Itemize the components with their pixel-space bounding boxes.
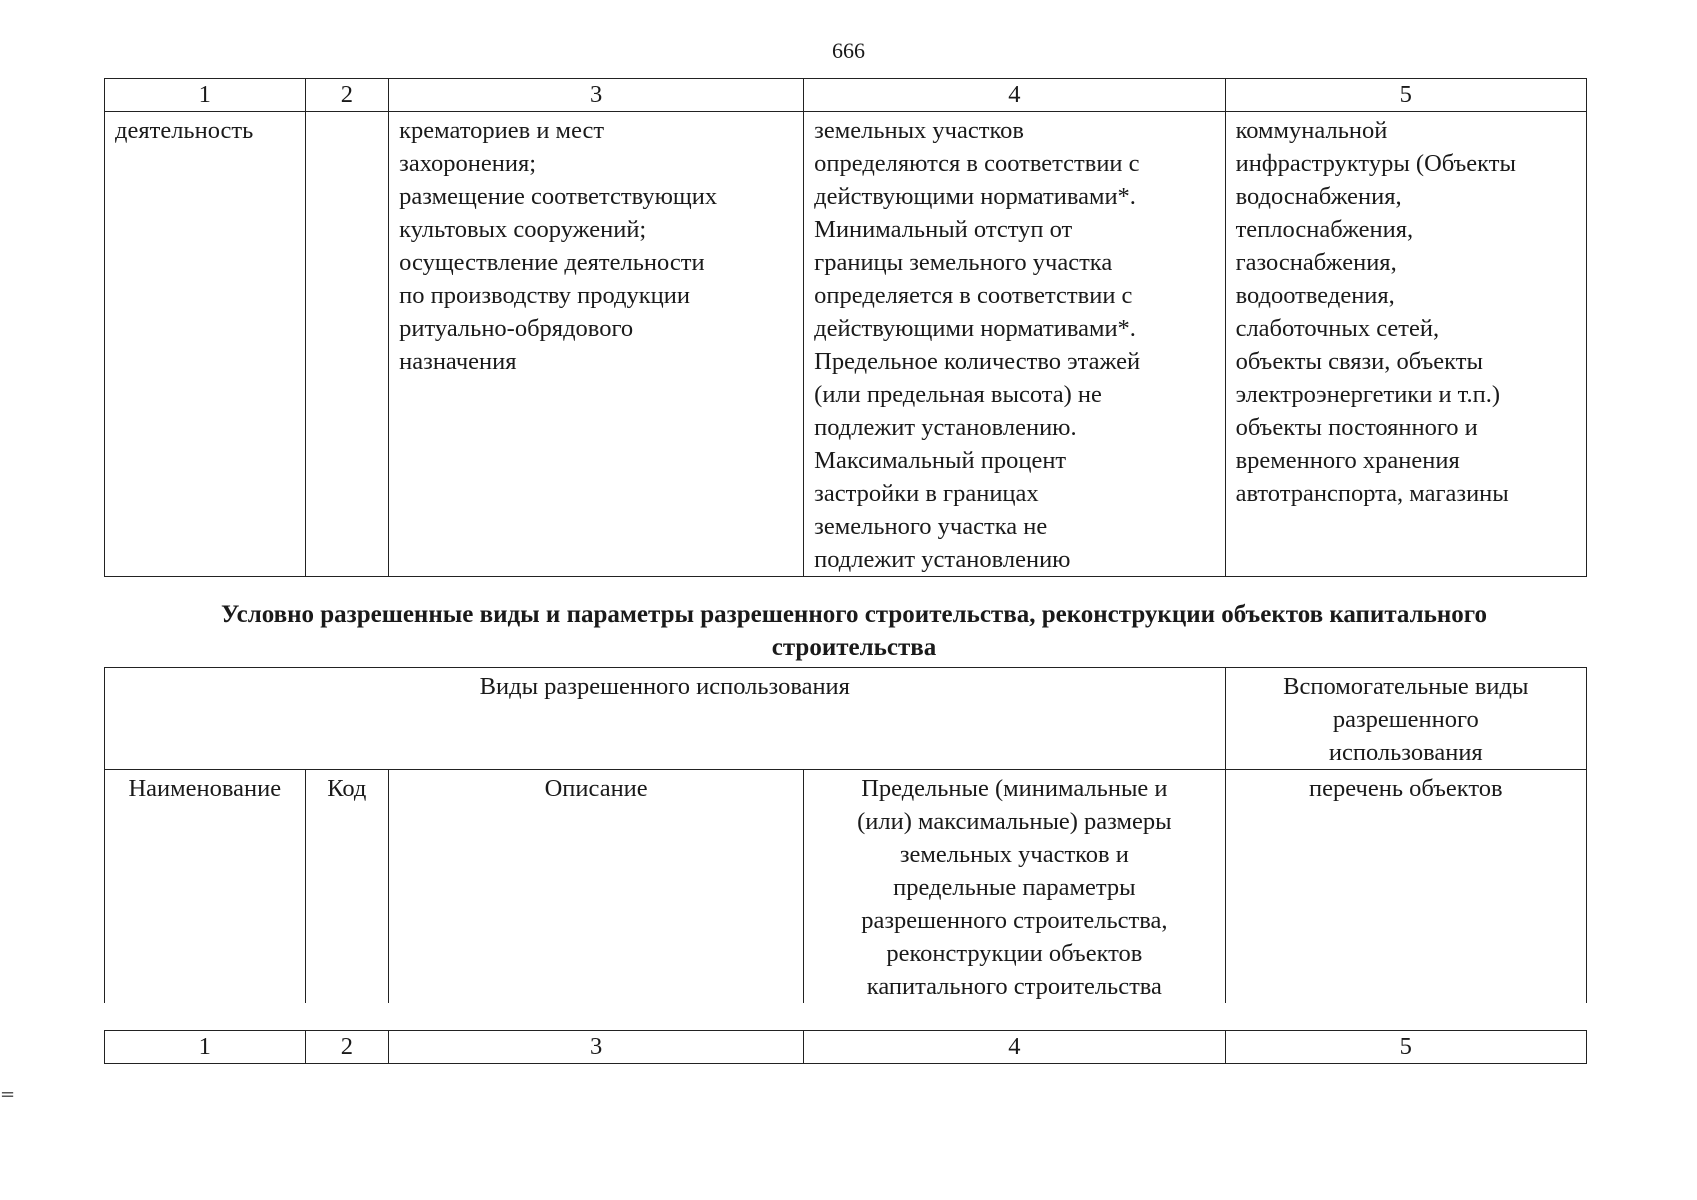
column-header-row [105, 770, 1587, 1004]
column-number-5: 5 [1225, 1031, 1586, 1064]
header-description: Описание [389, 770, 804, 1004]
column-number-1: 1 [105, 1031, 306, 1064]
column-number-2: 2 [305, 79, 389, 112]
column-number-1: 1 [105, 79, 306, 112]
conditional-uses-table [104, 667, 1587, 1003]
header-code: Код [305, 770, 389, 1004]
group-header-auxiliary: Вспомогательные виды разрешенного использования [1225, 668, 1586, 770]
margin-mark: = [0, 1084, 16, 1105]
header-name: Наименование [105, 770, 306, 1004]
column-number-row [105, 1031, 1587, 1064]
section-title: Условно разрешенные виды и параметры разрешенного строительства, реконструкции объектов капитального строительства [220, 601, 1488, 661]
header-limits: Предельные (минимальные и (или) максимальные) размеры земельных участков и предельные параметры разрешенного строительства, реконструкции объектов капитального строительства [804, 770, 1225, 1004]
column-number-4: 4 [804, 1031, 1225, 1064]
zoning-table-continuation [104, 78, 1587, 577]
column-number-4: 4 [804, 79, 1225, 112]
column-number-3: 3 [389, 1031, 804, 1064]
cell-name: деятельность [105, 112, 306, 577]
group-header-main: Виды разрешенного использования [105, 668, 1226, 770]
cell-parameters: земельных участков определяются в соответствии с действующими нормативами*. Минимальный отступ от границы земельного участка определяется в соответствии с действующими нормативами*. Предельное количество этажей (или предельная высота) не подлежит установлению. Максимальный процент застройки в границах земельного участка не подлежит установлению [804, 112, 1225, 577]
cell-code [305, 112, 389, 577]
page-number: 666 [832, 38, 865, 63]
column-number-3: 3 [389, 79, 804, 112]
column-number-row [105, 79, 1587, 112]
column-number-2: 2 [305, 1031, 389, 1064]
group-header-row [105, 668, 1587, 770]
table-row [105, 112, 1587, 577]
header-objects: перечень объектов [1225, 770, 1586, 1004]
cell-auxiliary-objects: коммунальной инфраструктуры (Объекты водоснабжения, теплоснабжения, газоснабжения, водоотведения, слаботочных сетей, объекты связи, объекты электроэнергетики и т.п.) объекты постоянного и временного хранения автотранспорта, магазины [1225, 112, 1586, 577]
cell-description: крематориев и мест захоронения; размещение соответствующих культовых сооружений; осуществление деятельности по производству продукции ритуально-обрядового назначения [389, 112, 804, 577]
column-number-5: 5 [1225, 79, 1586, 112]
column-number-table [104, 1030, 1587, 1064]
